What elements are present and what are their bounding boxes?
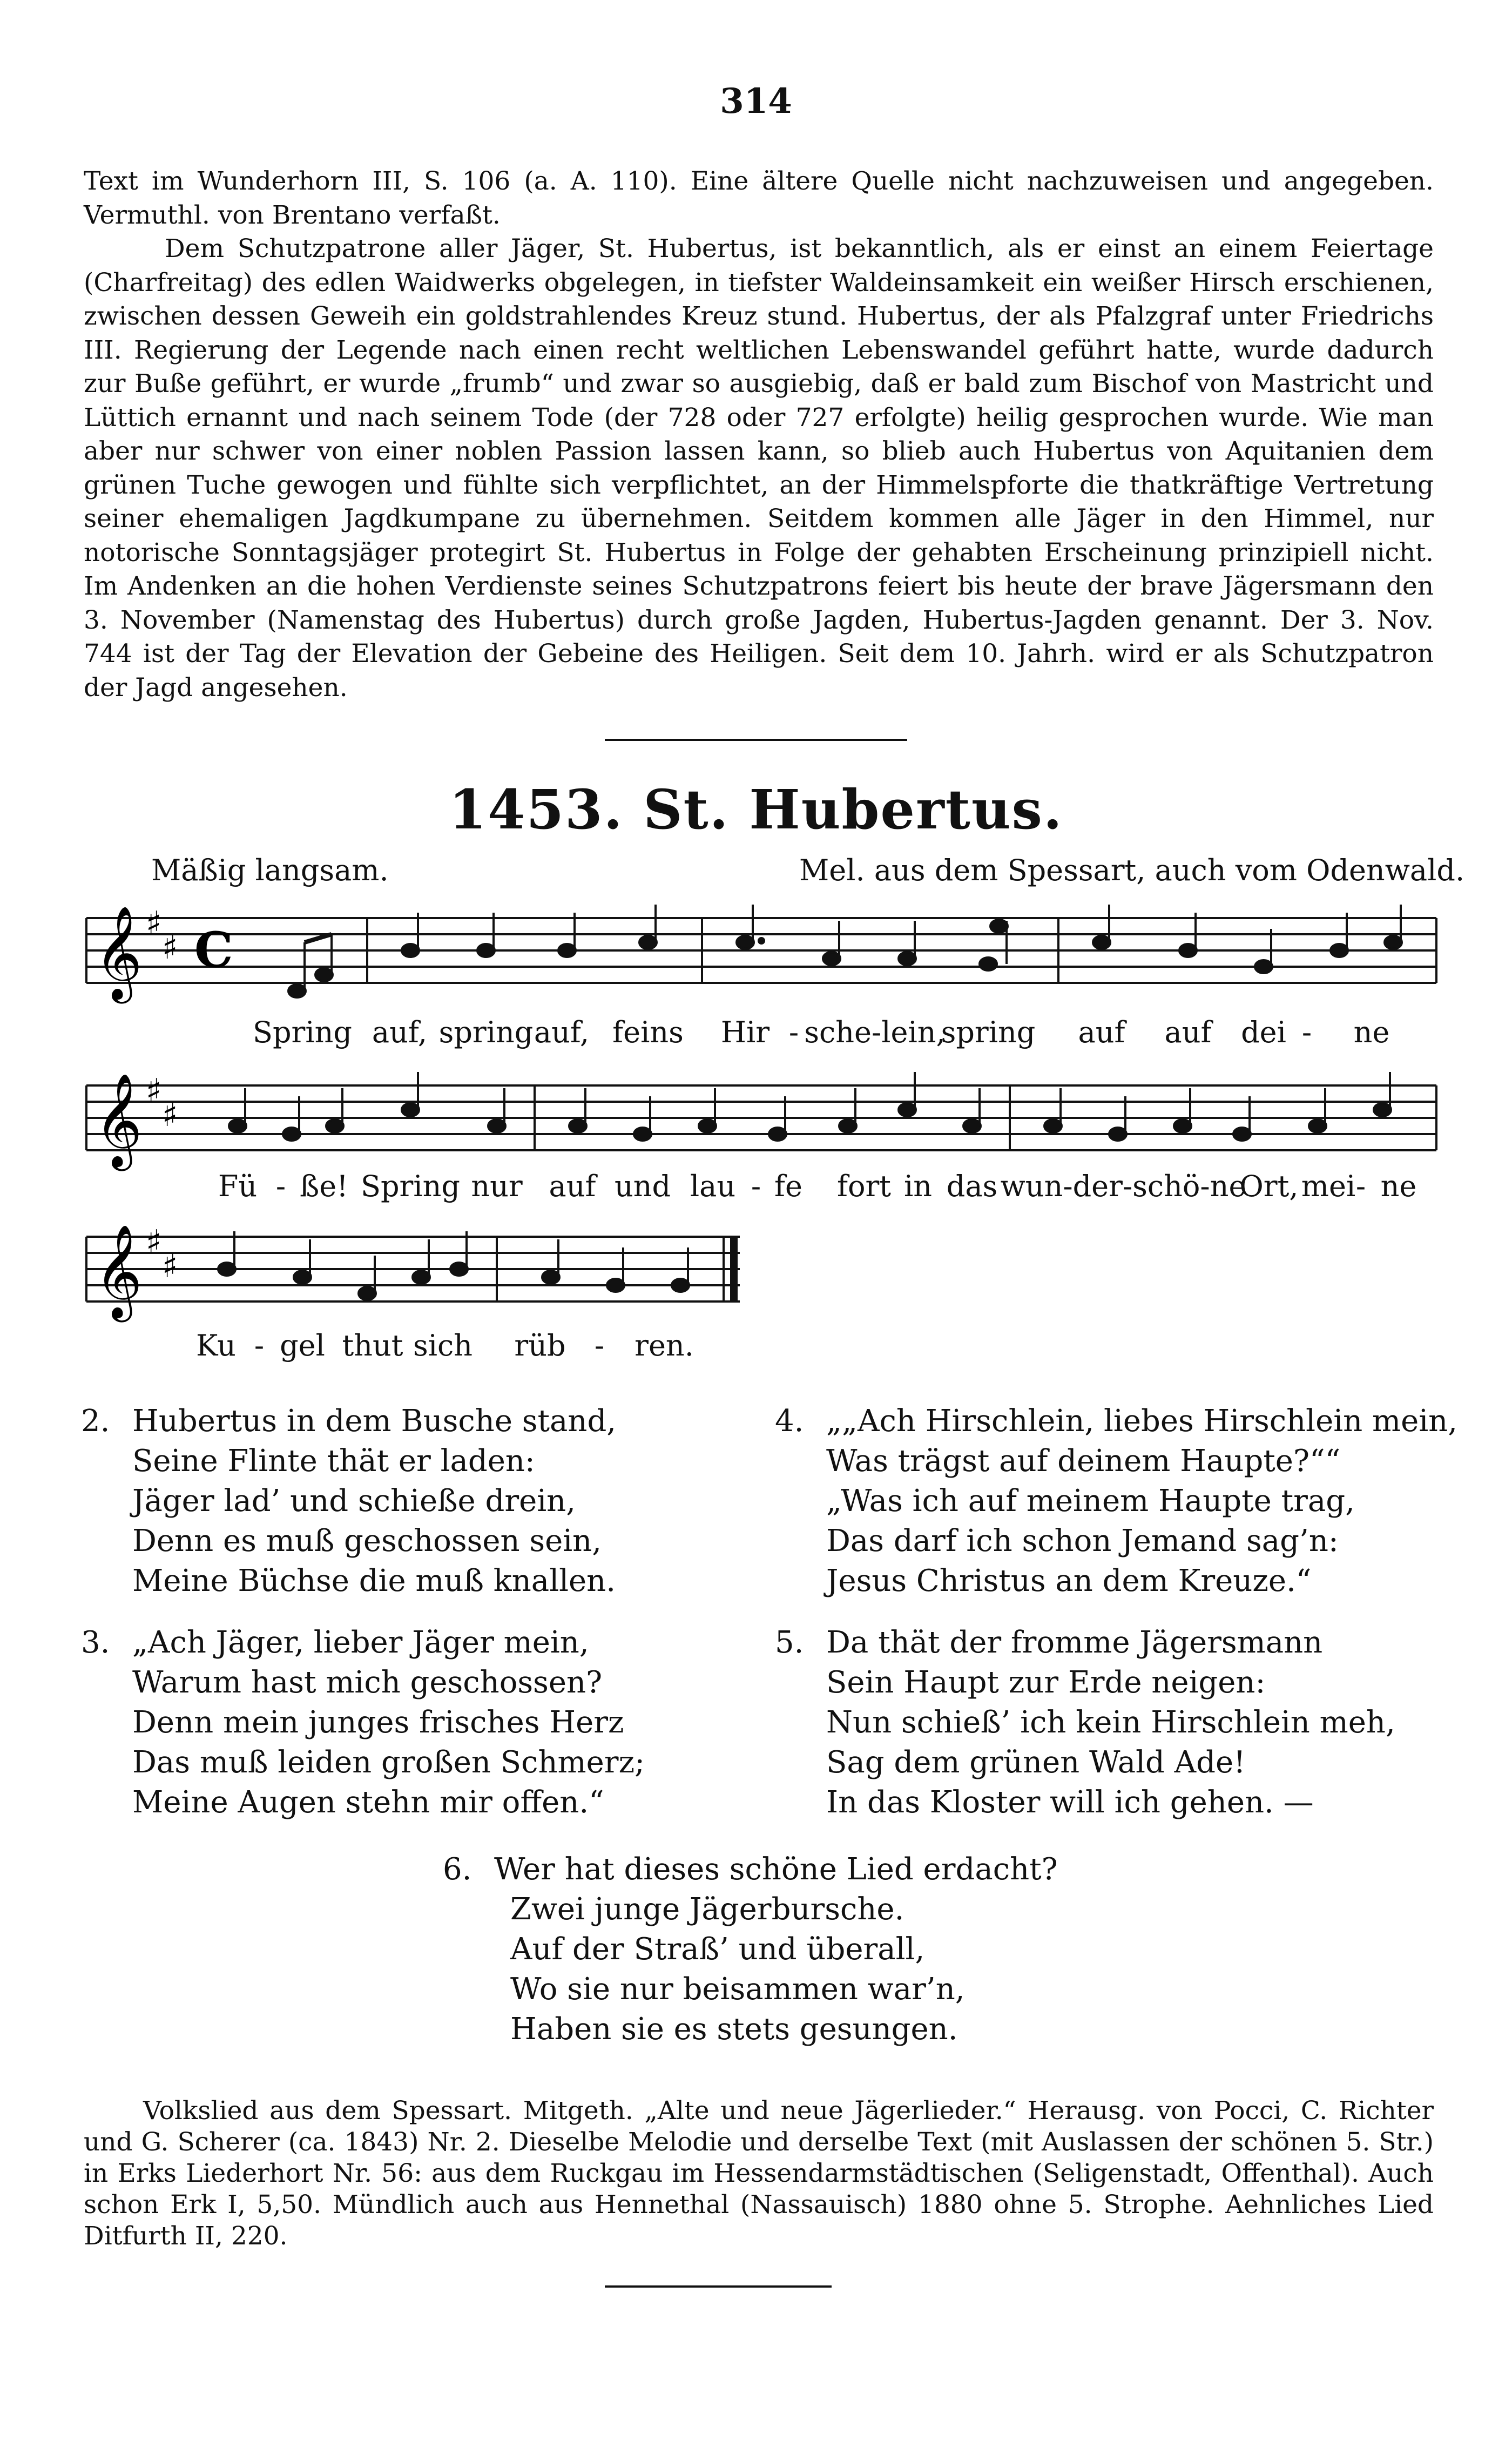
- verse-line: Sag dem grünen Wald Ade!: [826, 1745, 1246, 1780]
- lyric-syllable: und: [614, 1169, 671, 1203]
- lyrics-system-2: [0, 1169, 1512, 1207]
- verse-line: Das darf ich schon Jemand sag’n:: [826, 1523, 1339, 1559]
- lyric-syllable: -: [1355, 1169, 1366, 1203]
- source-note: [84, 2095, 1434, 2252]
- sharp-icon: ♯: [162, 1096, 178, 1134]
- verse-line: Nun schieß’ ich kein Hirschlein meh,: [826, 1705, 1395, 1740]
- lyric-syllable: rüb: [514, 1328, 566, 1363]
- sharp-icon: ♯: [146, 905, 162, 942]
- verse-line: Wo sie nur beisammen war’n,: [510, 1972, 965, 2007]
- verse-number: 4.: [775, 1404, 804, 1439]
- verse-2: [81, 1401, 617, 1601]
- verse-line: In das Kloster will ich gehen. —: [826, 1785, 1314, 1820]
- music-staff-2: [0, 1058, 1512, 1177]
- verse-number: 5.: [775, 1625, 804, 1660]
- commentary-paragraph-1: Text im Wunderhorn III, S. 106 (a. A. 110). Eine ältere Quelle nicht nachzuweisen und angegeben. Vermuthl. von Brentano verfaßt.: [84, 166, 1434, 230]
- lyric-syllable: dei: [1241, 1015, 1286, 1049]
- verse-3: [81, 1623, 645, 1823]
- melody-source: Mel. aus dem Spessart, auch vom Odenwald.: [799, 853, 1465, 887]
- sharp-icon: ♯: [146, 1223, 162, 1261]
- commentary-paragraph-2: Dem Schutzpatrone aller Jäger, St. Hubertus, ist bekanntlich, als er einst an einem Feiertage (Charfreitag) des edlen Waidwerks obgelegen, in tiefster Waldeinsamkeit ein weißer Hirsch erschienen, zwischen dessen Geweih ein goldstrahlendes Kreuz stund. Hubertus, der als Pfalzgraf unter Friedrichs III. Regierung der Legende nach einen recht weltlichen Lebenswandel geführt hatte, wurde dadurch zur Buße geführt, er wurde „frumb“ und zwar so ausgiebig, daß er bald zum Bischof von Mastricht und Lüttich ernannt und nach seinem Tode (der 728 oder 727 erfolgte) heilig gesprochen wurde. Wie man aber nur schwer von einer noblen Passion lassen kann, so blieb auch Hubertus von Aquitanien dem grünen Tuche gewogen und fühlte sich verpflichtet, an der Himmelspforte die thatkräftige Vertretung seiner ehemaligen Jagdkumpane zu übernehmen. Seitdem kommen alle Jäger in den Himmel, nur notorische Sonntagsjäger protegirt St. Hubertus in Folge der gehabten Erscheinung prinzipiell nicht. Im Andenken an die hohen Verdienste seines Schutzpatrons feiert bis heute der brave Jägersmann den 3. November (Namenstag des Hubertus) durch große Jagden, Hubertus-Jagden genannt. Der 3. Nov. 744 ist der Tag der Elevation der Gebeine des Heiligen. Seit dem 10. Jahrh. wird er als Schutzpatron der Jagd angesehen.: [84, 234, 1434, 703]
- page-number: 314: [720, 81, 792, 122]
- lyric-syllable: -: [1301, 1015, 1312, 1049]
- lyric-syllable: auf: [1078, 1015, 1125, 1049]
- verse-line: Meine Augen stehn mir offen.“: [132, 1785, 604, 1820]
- verse-5: [775, 1623, 1395, 1823]
- music-staff-3: [0, 1210, 810, 1328]
- lyric-syllable: -: [788, 1015, 799, 1049]
- verse-line: Zwei junge Jägerbursche.: [510, 1892, 905, 1927]
- lyric-syllable: auf: [549, 1169, 596, 1203]
- lyric-syllable: das: [946, 1169, 998, 1203]
- sharp-icon: ♯: [162, 1247, 178, 1285]
- common-time-icon: C: [194, 921, 233, 979]
- verse-4: [775, 1401, 1458, 1601]
- lyric-syllable: ren.: [634, 1328, 694, 1363]
- lyric-syllable: spring: [941, 1015, 1036, 1049]
- lyric-syllable: mei: [1301, 1169, 1356, 1203]
- lyric-syllable: ne: [1380, 1169, 1417, 1203]
- lyric-syllable: fort: [836, 1169, 892, 1203]
- lyric-syllable: lau: [690, 1169, 736, 1203]
- verse-line: Haben sie es stets gesungen.: [510, 2012, 958, 2047]
- verse-line: Warum hast mich geschossen?: [132, 1665, 603, 1700]
- lyric-syllable: spring: [438, 1015, 534, 1049]
- lyric-syllable: wun-der-schö-ne: [1000, 1169, 1246, 1203]
- verse-number: 2.: [81, 1404, 110, 1439]
- verse-line: Denn es muß geschossen sein,: [132, 1523, 602, 1559]
- treble-clef-icon: 𝄞: [94, 906, 143, 1000]
- verse-line: „Was ich auf meinem Haupte trag,: [826, 1483, 1355, 1519]
- lyric-syllable: -: [751, 1169, 761, 1203]
- lyric-syllable: ße!: [300, 1169, 348, 1203]
- lyric-syllable: fe: [774, 1169, 802, 1203]
- lyric-syllable: sche-lein,: [804, 1015, 946, 1049]
- lyric-syllable: -: [254, 1328, 265, 1363]
- verse-line: Das muß leiden großen Schmerz;: [132, 1745, 645, 1780]
- lyric-syllable: ne: [1353, 1015, 1390, 1049]
- lyric-syllable: Fü: [218, 1169, 258, 1203]
- lyric-syllable: nur: [471, 1169, 523, 1203]
- music-staff-1: [0, 891, 1512, 1015]
- final-barline-icon: [730, 1237, 738, 1301]
- tempo-marking: Mäßig langsam.: [151, 853, 389, 887]
- treble-clef-icon: 𝄞: [94, 1073, 143, 1167]
- verse-line: Denn mein junges frisches Herz: [132, 1705, 624, 1740]
- lyric-syllable: gel: [280, 1328, 325, 1363]
- lyric-syllable: Ort,: [1239, 1169, 1299, 1203]
- treble-clef-icon: 𝄞: [94, 1224, 143, 1318]
- notes-group: [218, 1231, 689, 1300]
- verse-line: „„Ach Hirschlein, liebes Hirschlein mein,: [826, 1404, 1458, 1439]
- verse-6: [443, 1850, 1058, 2049]
- section-divider: [605, 739, 907, 741]
- lyric-syllable: sich: [413, 1328, 473, 1363]
- commentary: [84, 165, 1434, 705]
- lyric-syllable: auf,: [372, 1015, 428, 1049]
- source-note-text: Volkslied aus dem Spessart. Mitgeth. „Alte und neue Jägerlieder.“ Herausg. von Pocci, C. Richter und G. Scherer (ca. 1843) Nr. 2. Dieselbe Melodie und derselbe Text (mit Auslassen der schönen 5. Str.) in Erks Liederhort Nr. 56: aus dem Ruckgau im Hessendarmstädtischen (Seligenstadt, Offenthal). Auch schon Erk I, 5,50. Mündlich auch aus Hennethal (Nassauisch) 1880 ohne 5. Strophe. Aehnliches Lied Ditfurth II, 220.: [84, 2096, 1434, 2251]
- verse-line: Meine Büchse die muß knallen.: [132, 1563, 616, 1599]
- lyric-syllable: -: [275, 1169, 286, 1203]
- lyric-syllable: auf,: [534, 1015, 590, 1049]
- verse-line: Was trägst auf deinem Haupte?““: [826, 1444, 1341, 1479]
- verse-line: Sein Haupt zur Erde neigen:: [826, 1665, 1266, 1700]
- lyric-syllable: in: [903, 1169, 933, 1203]
- sharp-icon: ♯: [146, 1072, 162, 1110]
- lyric-syllable: thut: [342, 1328, 403, 1363]
- sharp-icon: ♯: [162, 929, 178, 967]
- verse-line: „Ach Jäger, lieber Jäger mein,: [132, 1625, 589, 1660]
- verse-line: Auf der Straß’ und überall,: [510, 1932, 925, 1967]
- verse-line: Seine Flinte thät er laden:: [132, 1444, 535, 1479]
- verse-line: Jäger lad’ und schieße drein,: [132, 1483, 576, 1519]
- notes-group: [229, 1072, 1391, 1141]
- verse-line: Jesus Christus an dem Kreuze.“: [826, 1563, 1312, 1599]
- end-divider: [605, 2285, 832, 2288]
- lyric-syllable: Ku: [196, 1328, 236, 1363]
- lyric-syllable: Spring: [253, 1015, 352, 1049]
- lyric-syllable: -: [594, 1328, 605, 1363]
- verse-number: 6.: [443, 1852, 472, 1887]
- lyric-syllable: Hir: [720, 1015, 770, 1049]
- lyric-syllable: Spring: [361, 1169, 460, 1203]
- verse-line: Hubertus in dem Busche stand,: [132, 1404, 617, 1439]
- song-title: 1453. St. Hubertus.: [449, 778, 1063, 841]
- lyrics-system-1: [0, 1015, 1512, 1053]
- lyrics-system-3: [0, 1328, 810, 1366]
- verse-number: 3.: [81, 1625, 110, 1660]
- lyric-syllable: feins: [612, 1015, 684, 1049]
- lyric-syllable: auf: [1164, 1015, 1212, 1049]
- verse-line: Wer hat dieses schöne Lied erdacht?: [494, 1852, 1058, 1887]
- verse-line: Da thät der fromme Jägersmann: [826, 1625, 1323, 1660]
